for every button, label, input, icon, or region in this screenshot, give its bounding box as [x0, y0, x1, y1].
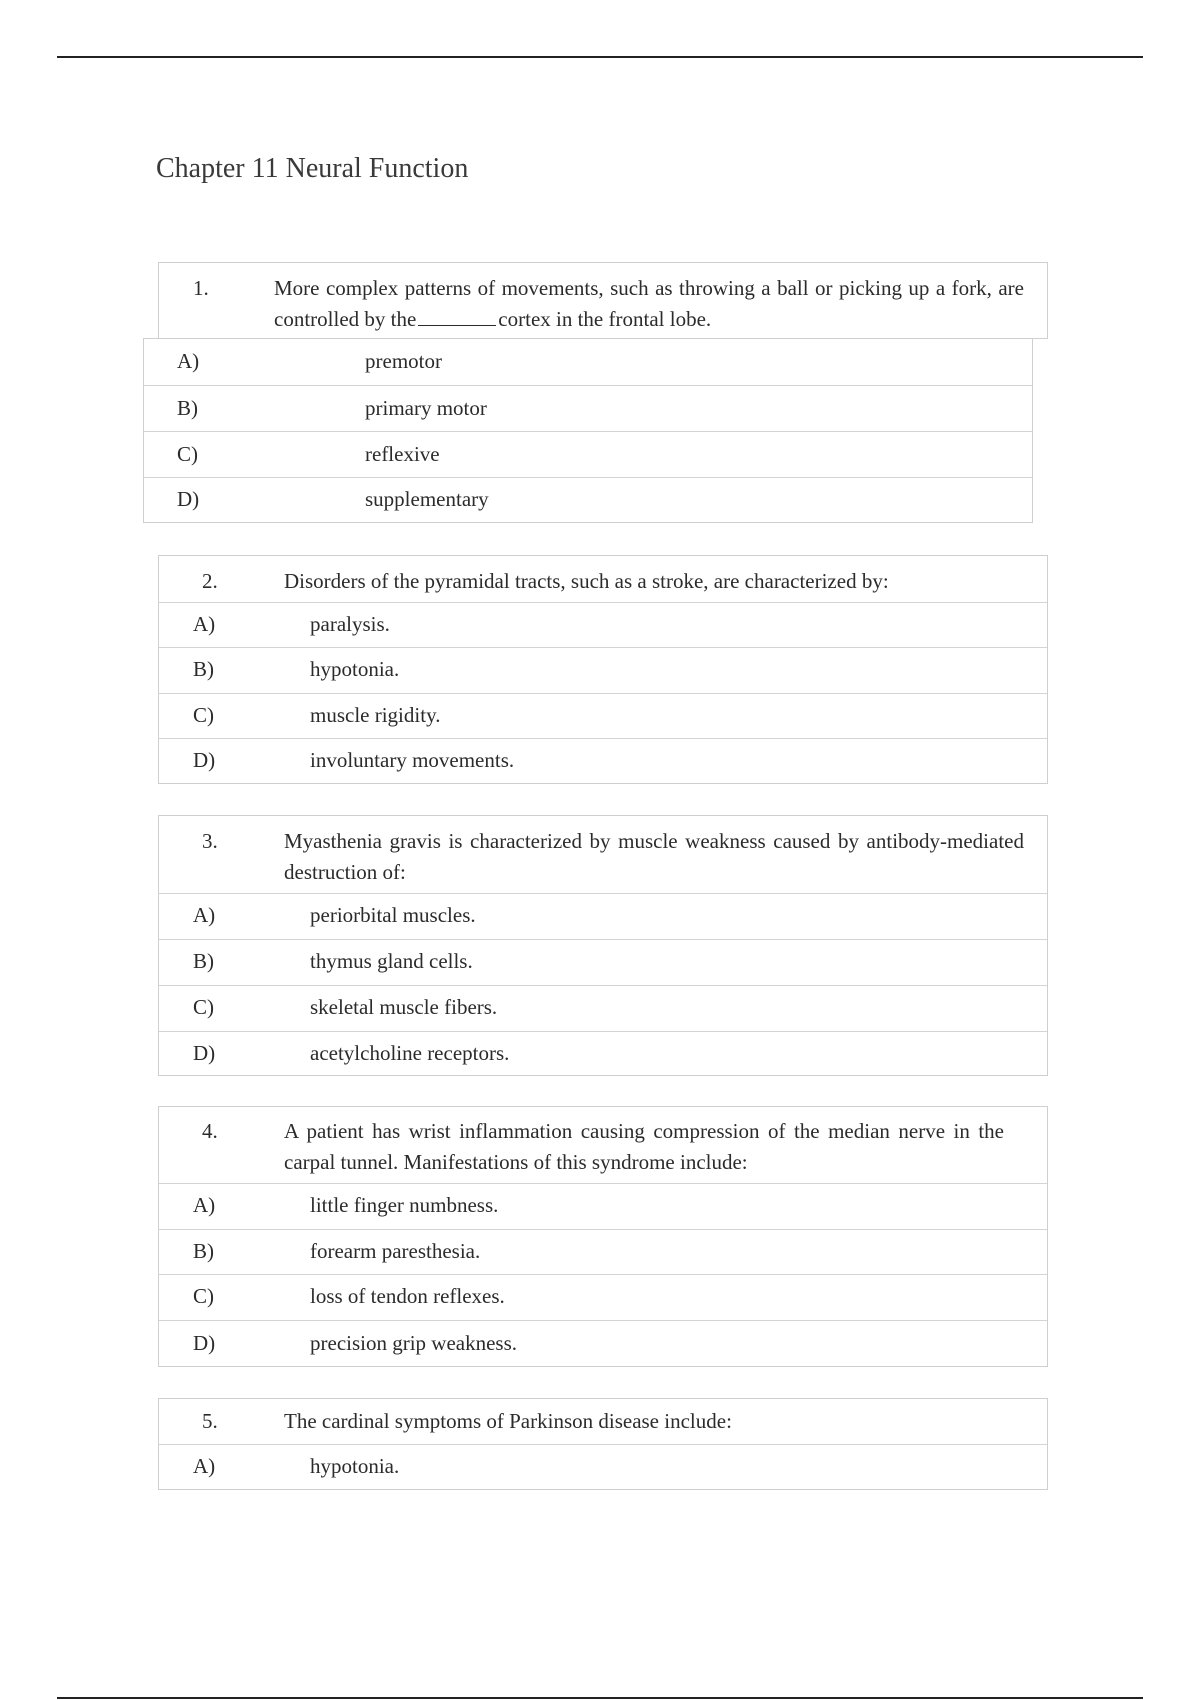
- option-text: thymus gland cells.: [310, 949, 473, 973]
- option-text: premotor: [365, 349, 442, 373]
- option-letter: A): [193, 1454, 216, 1478]
- option-row[interactable]: [159, 1229, 1047, 1274]
- header-rule: [57, 56, 1143, 58]
- question-text: Myasthenia gravis is characterized by muscle weakness caused by antibody-mediated destruction of:: [284, 829, 1024, 884]
- option-row[interactable]: [159, 1320, 1047, 1367]
- footer-rule: [57, 1697, 1143, 1699]
- question-5: [158, 1398, 1048, 1490]
- question-header: [159, 1399, 1047, 1444]
- option-row[interactable]: [159, 602, 1047, 647]
- option-letter: B): [193, 949, 214, 973]
- question-text: Disorders of the pyramidal tracts, such as a stroke, are characterized by:: [284, 569, 889, 593]
- question-number: 5.: [202, 1409, 218, 1433]
- question-header: [159, 556, 1047, 602]
- option-letter: A): [193, 1193, 216, 1217]
- option-text: reflexive: [365, 442, 440, 466]
- option-text: supplementary: [365, 487, 489, 511]
- option-row[interactable]: [159, 893, 1047, 939]
- option-text: precision grip weakness.: [310, 1331, 518, 1355]
- question-text: More complex patterns of movements, such as throwing a ball or picking up a fork, are controlled by the cortex in the frontal lobe.: [274, 276, 1024, 331]
- option-row[interactable]: [144, 431, 1032, 477]
- option-row[interactable]: [159, 985, 1047, 1031]
- answer-blank: [418, 307, 496, 326]
- question-text: The cardinal symptoms of Parkinson disease include:: [284, 1409, 732, 1433]
- option-row[interactable]: [159, 1274, 1047, 1320]
- question-4: [158, 1106, 1048, 1367]
- option-letter: A): [193, 903, 216, 927]
- option-text: involuntary movements.: [310, 748, 515, 772]
- option-row[interactable]: [159, 1444, 1047, 1490]
- option-text: hypotonia.: [310, 657, 400, 681]
- option-text: hypotonia.: [310, 1454, 400, 1478]
- question-text: A patient has wrist inflammation causing compression of the median nerve in the carpal tunnel. Manifestations of this syndrome include:: [284, 1119, 1004, 1174]
- option-row[interactable]: [159, 1183, 1047, 1229]
- option-letter: D): [193, 1331, 216, 1355]
- option-letter: C): [193, 1284, 214, 1308]
- option-letter: A): [177, 349, 200, 373]
- option-text: acetylcholine receptors.: [310, 1041, 510, 1065]
- option-row[interactable]: [159, 693, 1047, 738]
- option-text: muscle rigidity.: [310, 703, 441, 727]
- option-letter: A): [193, 612, 216, 636]
- option-row[interactable]: [159, 939, 1047, 985]
- option-text: primary motor: [365, 396, 487, 420]
- question-number: 3.: [202, 829, 218, 853]
- option-row[interactable]: [159, 1031, 1047, 1076]
- question-2: [158, 555, 1048, 784]
- question-1-options: [143, 338, 1033, 523]
- option-letter: C): [193, 703, 214, 727]
- option-letter: D): [193, 748, 216, 772]
- option-letter: B): [193, 1239, 214, 1263]
- question-1-header: [158, 262, 1048, 339]
- option-row[interactable]: [159, 738, 1047, 784]
- page-title: Chapter 11 Neural Function: [156, 153, 469, 184]
- option-text: forearm paresthesia.: [310, 1239, 481, 1263]
- question-number: 1.: [193, 276, 209, 300]
- option-text: skeletal muscle fibers.: [310, 995, 498, 1019]
- option-text: paralysis.: [310, 612, 390, 636]
- question-header: [159, 816, 1047, 893]
- option-text: periorbital muscles.: [310, 903, 476, 927]
- option-text: little finger numbness.: [310, 1193, 499, 1217]
- option-letter: C): [193, 995, 214, 1019]
- option-row[interactable]: [144, 339, 1032, 385]
- option-letter: B): [193, 657, 214, 681]
- option-text: loss of tendon reflexes.: [310, 1284, 505, 1308]
- question-3: [158, 815, 1048, 1076]
- option-row[interactable]: [144, 477, 1032, 523]
- option-row[interactable]: [144, 385, 1032, 431]
- question-number: 2.: [202, 569, 218, 593]
- option-letter: D): [193, 1041, 216, 1065]
- option-row[interactable]: [159, 647, 1047, 693]
- option-letter: D): [177, 487, 200, 511]
- option-letter: C): [177, 442, 198, 466]
- question-number: 4.: [202, 1119, 218, 1143]
- question-header: [159, 1107, 1047, 1183]
- option-letter: B): [177, 396, 198, 420]
